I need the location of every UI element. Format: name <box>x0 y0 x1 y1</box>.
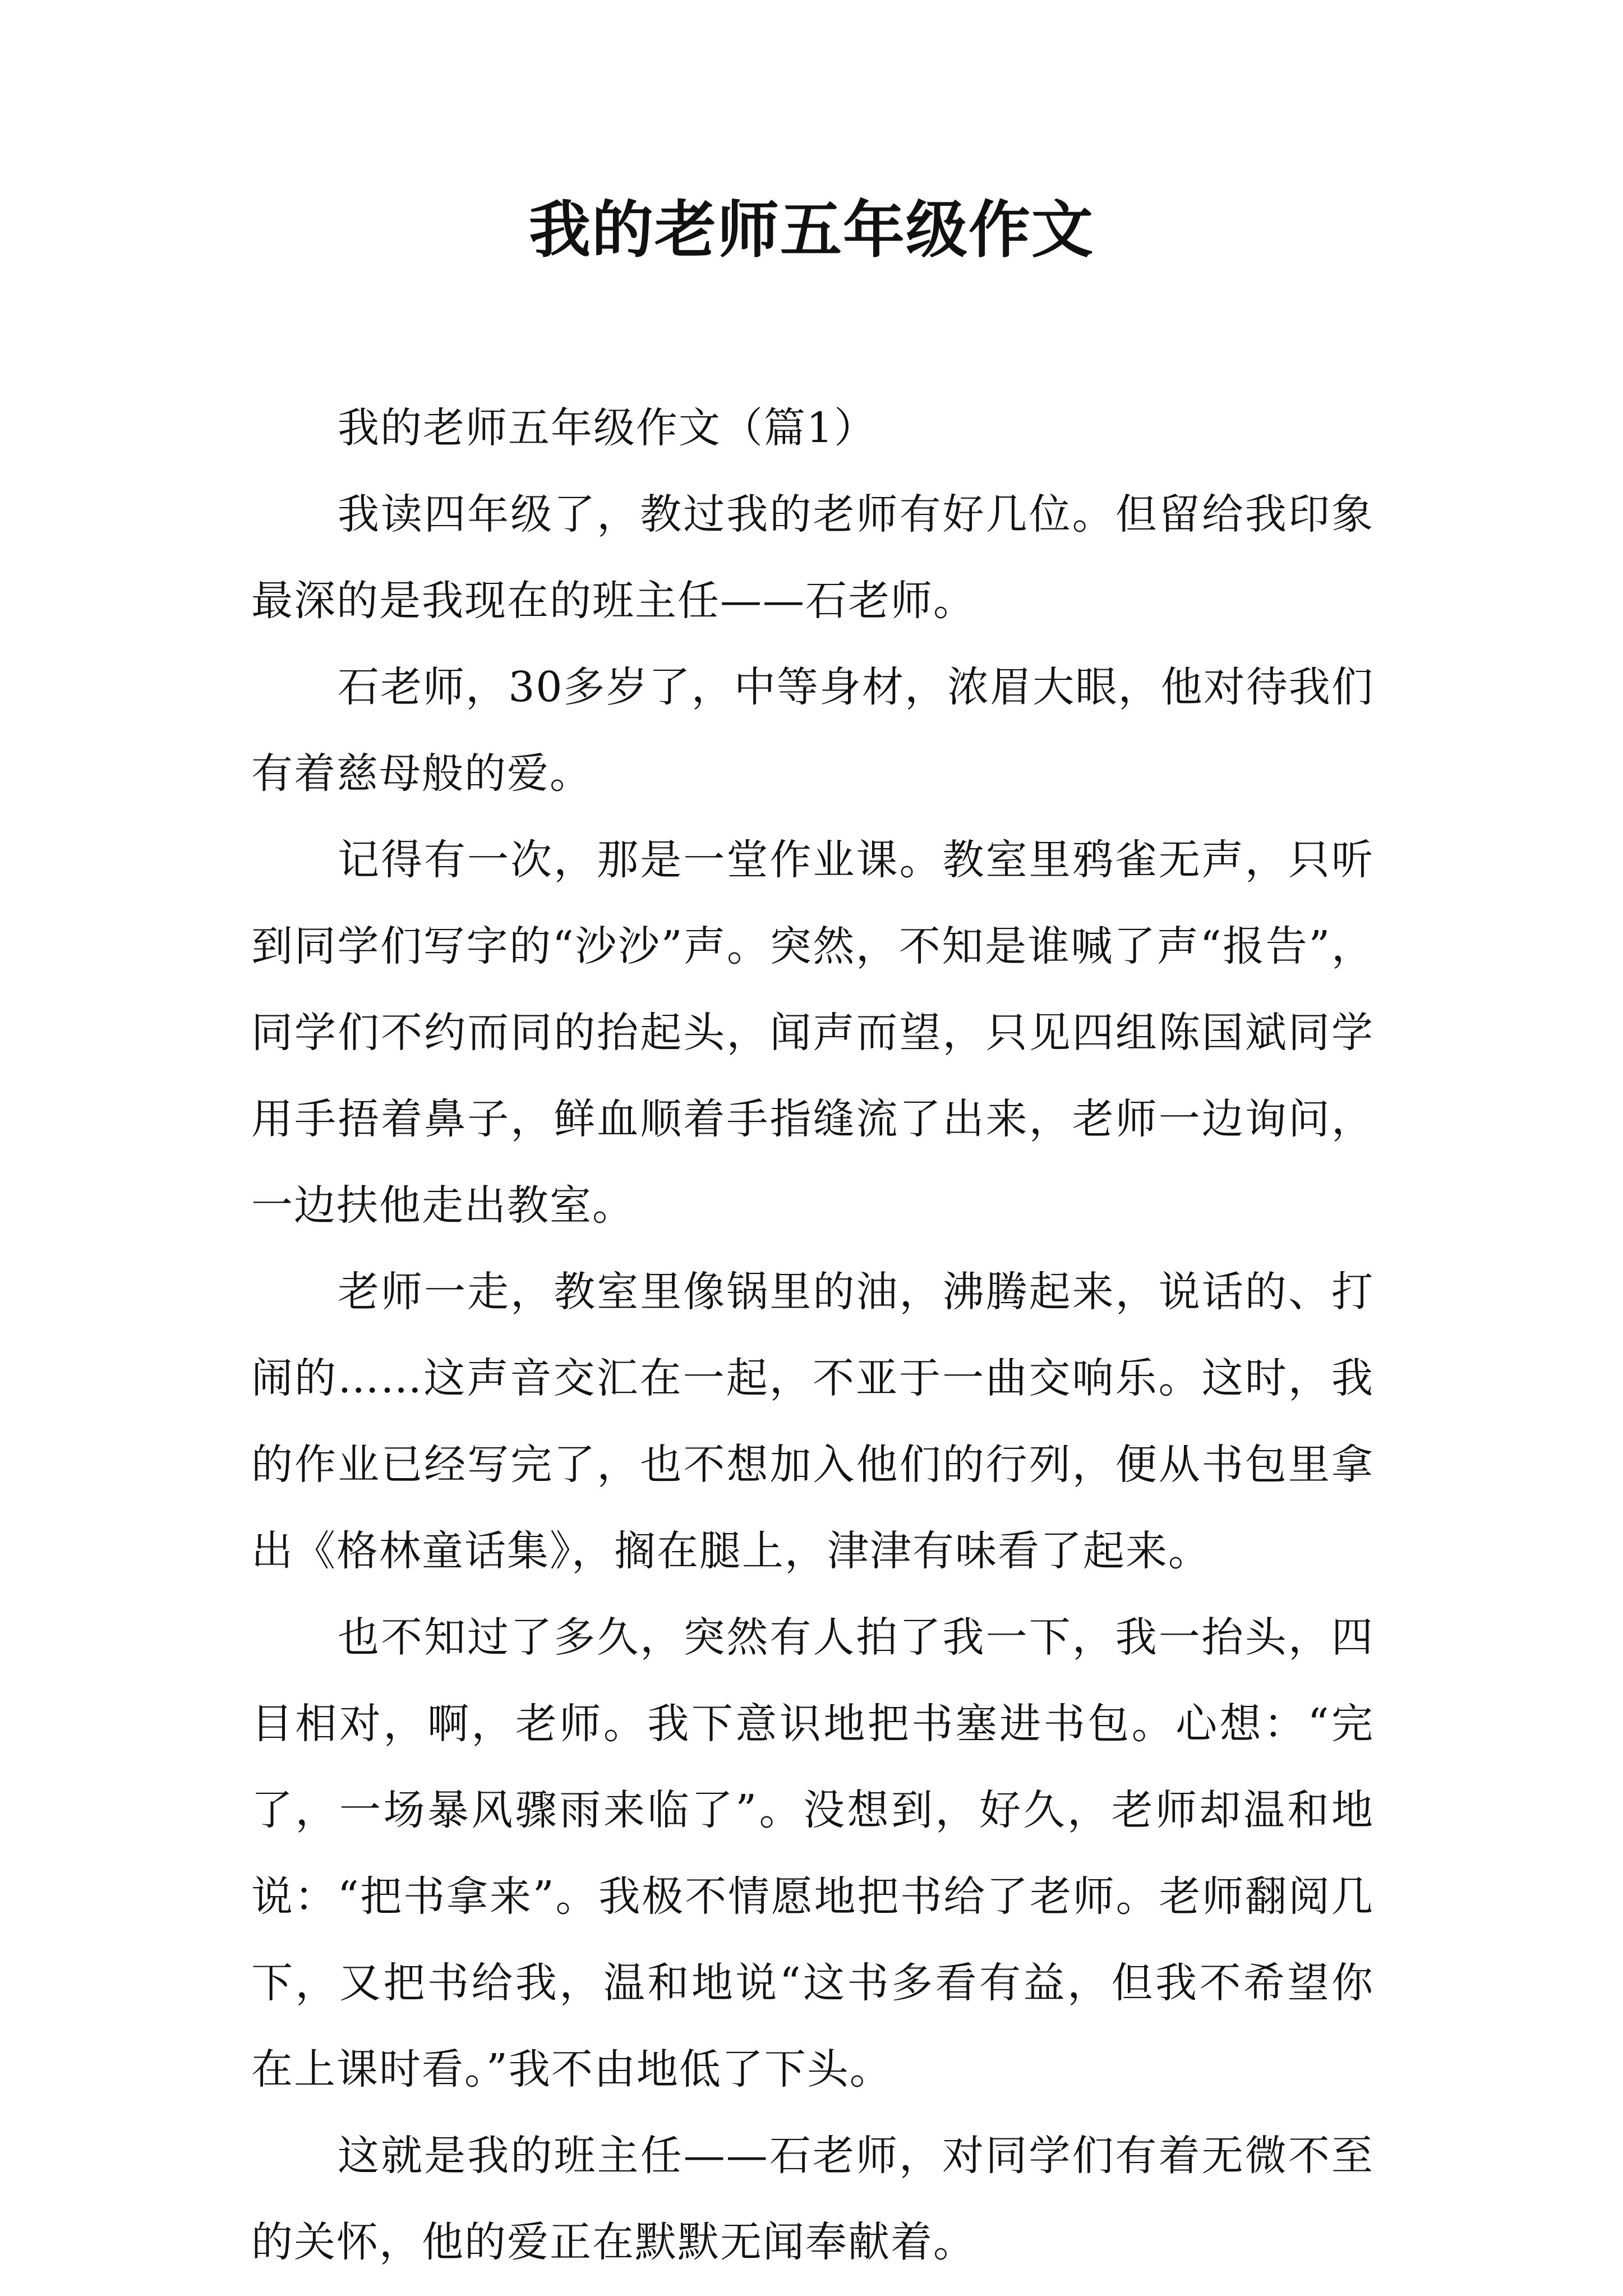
section-heading: 我的老师五年级作文（篇1） <box>338 404 877 452</box>
paragraph-6: 这就是我的班主任——石老师，对同学们有着无微不至的关怀，他的爱正在默默无闻奉献着。 <box>251 2132 1374 2266</box>
paragraph-2: 石老师，30多岁了，中等身材，浓眉大眼，他对待我们有着慈母般的爱。 <box>251 663 1374 798</box>
paragraph-4: 老师一走，教室里像锅里的油，沸腾起来，说话的、打闹的……这声音交汇在一起，不亚于一曲交响乐。这时，我的作业已经写完了，也不想加入他们的行列，便从书包里拿出《格林童话集》，搁在腿上，津津有味看了起来。 <box>251 1268 1374 1575</box>
document-body <box>251 385 1374 2285</box>
paragraph-5: 也不知过了多久，突然有人拍了我一下，我一抬头，四目相对，啊，老师。我下意识地把书塞进书包。心想：“完了，一场暴风骤雨来临了”。没想到，好久，老师却温和地说：“把书拿来”。我极不情愿地把书给了老师。老师翻阅几下，又把书给我，温和地说“这书多看有益，但我不希望你在上课时看。”我不由地低了下头。 <box>251 1613 1374 2093</box>
paragraph-3: 记得有一次，那是一堂作业课。教室里鸦雀无声，只听到同学们写字的“沙沙”声。突然，不知是谁喊了声“报告”，同学们不约而同的抬起头，闻声而望，只见四组陈国斌同学用手捂着鼻子，鲜血顺着手指缝流了出来，老师一边询问，一边扶他走出教室。 <box>251 836 1374 1230</box>
document-title: 我的老师五年级作文 <box>529 194 1094 266</box>
paragraph-1: 我读四年级了，教过我的老师有好几位。但留给我印象最深的是我现在的班主任——石老师。 <box>251 490 1374 625</box>
